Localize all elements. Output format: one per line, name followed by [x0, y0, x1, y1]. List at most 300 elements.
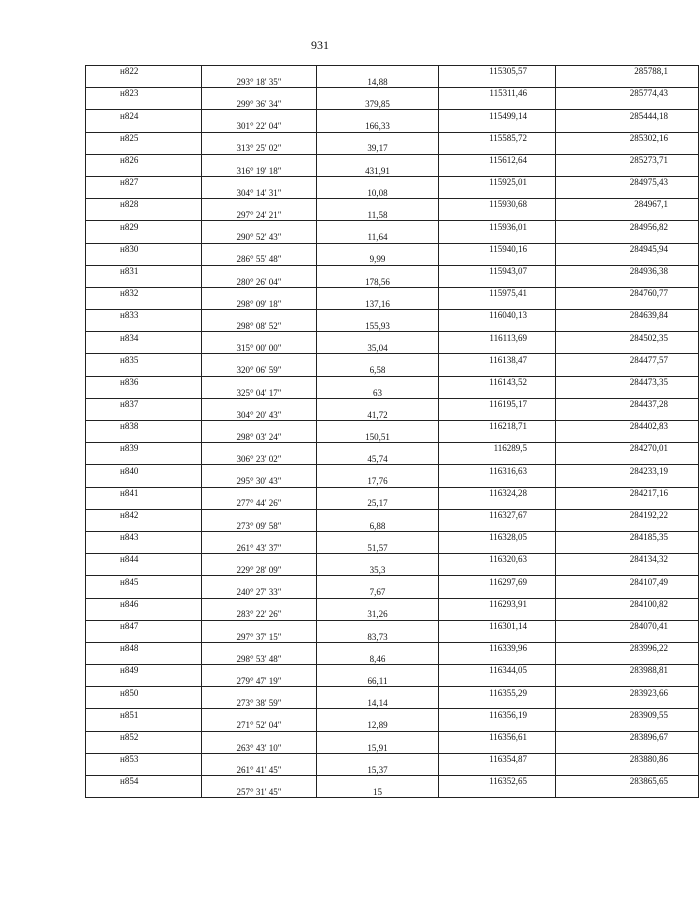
empty-name-cell: [86, 676, 202, 687]
empty-y-cell: [556, 387, 699, 398]
empty-distance-cell: [317, 753, 439, 764]
point-name-cell: н834: [86, 332, 202, 343]
distance-cell: 66,11: [317, 676, 439, 687]
empty-angle-cell: [202, 176, 317, 187]
empty-angle-cell: [202, 199, 317, 210]
y-coordinate-cell: 283896,67: [556, 731, 699, 742]
empty-x-cell: [439, 409, 556, 420]
distance-cell: 8,46: [317, 653, 439, 664]
distance-cell: 178,56: [317, 276, 439, 287]
y-coordinate-cell: 284473,35: [556, 376, 699, 387]
empty-y-cell: [556, 764, 699, 775]
empty-angle-cell: [202, 421, 317, 432]
segment-row: [86, 188, 699, 199]
empty-x-cell: [439, 343, 556, 354]
distance-cell: 31,26: [317, 609, 439, 620]
empty-angle-cell: [202, 531, 317, 542]
empty-angle-cell: [202, 88, 317, 99]
direction-angle-cell: 293° 18' 35": [202, 77, 317, 88]
distance-cell: 14,88: [317, 77, 439, 88]
empty-x-cell: [439, 165, 556, 176]
empty-name-cell: [86, 653, 202, 664]
empty-x-cell: [439, 210, 556, 221]
empty-name-cell: [86, 232, 202, 243]
empty-y-cell: [556, 787, 699, 798]
point-row: [86, 776, 699, 787]
point-name-cell: н837: [86, 398, 202, 409]
point-row: [86, 709, 699, 720]
x-coordinate-cell: 116356,19: [439, 709, 556, 720]
empty-y-cell: [556, 454, 699, 465]
empty-distance-cell: [317, 576, 439, 587]
distance-cell: 15,37: [317, 764, 439, 775]
empty-angle-cell: [202, 354, 317, 365]
empty-angle-cell: [202, 265, 317, 276]
point-name-cell: н825: [86, 132, 202, 143]
x-coordinate-cell: 116218,71: [439, 421, 556, 432]
y-coordinate-cell: 284192,22: [556, 509, 699, 520]
empty-distance-cell: [317, 465, 439, 476]
empty-distance-cell: [317, 443, 439, 454]
distance-cell: 379,85: [317, 99, 439, 110]
segment-row: [86, 587, 699, 598]
empty-name-cell: [86, 565, 202, 576]
distance-cell: 9,99: [317, 254, 439, 265]
empty-y-cell: [556, 121, 699, 132]
distance-cell: 10,08: [317, 188, 439, 199]
empty-distance-cell: [317, 310, 439, 321]
point-row: [86, 509, 699, 520]
segment-row: [86, 432, 699, 443]
y-coordinate-cell: 283865,65: [556, 776, 699, 787]
x-coordinate-cell: 115930,68: [439, 199, 556, 210]
direction-angle-cell: 271° 52' 04": [202, 720, 317, 731]
y-coordinate-cell: 285273,71: [556, 154, 699, 165]
empty-x-cell: [439, 609, 556, 620]
empty-angle-cell: [202, 110, 317, 121]
empty-y-cell: [556, 409, 699, 420]
distance-cell: 35,04: [317, 343, 439, 354]
y-coordinate-cell: 285788,1: [556, 66, 699, 77]
empty-distance-cell: [317, 243, 439, 254]
empty-name-cell: [86, 631, 202, 642]
point-name-cell: н823: [86, 88, 202, 99]
empty-x-cell: [439, 565, 556, 576]
distance-cell: 41,72: [317, 409, 439, 420]
x-coordinate-cell: 115612,64: [439, 154, 556, 165]
empty-y-cell: [556, 232, 699, 243]
empty-x-cell: [439, 653, 556, 664]
y-coordinate-cell: 284975,43: [556, 176, 699, 187]
empty-angle-cell: [202, 642, 317, 653]
empty-y-cell: [556, 188, 699, 199]
y-coordinate-cell: 283909,55: [556, 709, 699, 720]
segment-row: [86, 343, 699, 354]
x-coordinate-cell: 116040,13: [439, 310, 556, 321]
segment-row: [86, 387, 699, 398]
distance-cell: 45,74: [317, 454, 439, 465]
empty-x-cell: [439, 99, 556, 110]
empty-distance-cell: [317, 110, 439, 121]
point-row: [86, 443, 699, 454]
empty-angle-cell: [202, 66, 317, 77]
empty-x-cell: [439, 432, 556, 443]
point-row: [86, 243, 699, 254]
distance-cell: 83,73: [317, 631, 439, 642]
empty-distance-cell: [317, 731, 439, 742]
empty-distance-cell: [317, 287, 439, 298]
point-name-cell: н827: [86, 176, 202, 187]
distance-cell: 150,51: [317, 432, 439, 443]
empty-y-cell: [556, 343, 699, 354]
segment-row: [86, 365, 699, 376]
point-row: [86, 554, 699, 565]
empty-x-cell: [439, 232, 556, 243]
empty-name-cell: [86, 165, 202, 176]
point-row: [86, 665, 699, 676]
distance-cell: 15,91: [317, 742, 439, 753]
empty-name-cell: [86, 298, 202, 309]
point-name-cell: н832: [86, 287, 202, 298]
segment-row: [86, 276, 699, 287]
empty-name-cell: [86, 720, 202, 731]
empty-angle-cell: [202, 243, 317, 254]
empty-name-cell: [86, 188, 202, 199]
empty-x-cell: [439, 77, 556, 88]
segment-row: [86, 653, 699, 664]
segment-row: [86, 409, 699, 420]
segment-row: [86, 520, 699, 531]
empty-name-cell: [86, 609, 202, 620]
direction-angle-cell: 297° 37' 15": [202, 631, 317, 642]
segment-row: [86, 298, 699, 309]
empty-distance-cell: [317, 376, 439, 387]
segment-row: [86, 742, 699, 753]
y-coordinate-cell: 284437,28: [556, 398, 699, 409]
empty-distance-cell: [317, 66, 439, 77]
empty-distance-cell: [317, 487, 439, 498]
y-coordinate-cell: 284100,82: [556, 598, 699, 609]
empty-y-cell: [556, 254, 699, 265]
empty-distance-cell: [317, 665, 439, 676]
empty-x-cell: [439, 365, 556, 376]
empty-x-cell: [439, 188, 556, 199]
empty-distance-cell: [317, 398, 439, 409]
empty-angle-cell: [202, 731, 317, 742]
page-number: 931: [311, 38, 329, 52]
x-coordinate-cell: 116143,52: [439, 376, 556, 387]
empty-y-cell: [556, 99, 699, 110]
x-coordinate-cell: 115305,57: [439, 66, 556, 77]
empty-distance-cell: [317, 332, 439, 343]
segment-row: [86, 99, 699, 110]
empty-x-cell: [439, 631, 556, 642]
empty-distance-cell: [317, 221, 439, 232]
direction-angle-cell: 313° 25' 02": [202, 143, 317, 154]
point-row: [86, 154, 699, 165]
direction-angle-cell: 257° 31' 45": [202, 787, 317, 798]
y-coordinate-cell: 284760,77: [556, 287, 699, 298]
empty-distance-cell: [317, 642, 439, 653]
point-name-cell: н824: [86, 110, 202, 121]
empty-angle-cell: [202, 287, 317, 298]
direction-angle-cell: 290° 52' 43": [202, 232, 317, 243]
empty-x-cell: [439, 498, 556, 509]
point-row: [86, 376, 699, 387]
point-row: [86, 531, 699, 542]
segment-row: [86, 121, 699, 132]
empty-y-cell: [556, 609, 699, 620]
point-row: [86, 132, 699, 143]
point-row: [86, 642, 699, 653]
empty-x-cell: [439, 742, 556, 753]
point-row: [86, 620, 699, 631]
empty-y-cell: [556, 298, 699, 309]
distance-cell: 15: [317, 787, 439, 798]
empty-angle-cell: [202, 776, 317, 787]
empty-distance-cell: [317, 709, 439, 720]
direction-angle-cell: 306° 23' 02": [202, 454, 317, 465]
empty-name-cell: [86, 764, 202, 775]
segment-row: [86, 609, 699, 620]
empty-name-cell: [86, 254, 202, 265]
empty-angle-cell: [202, 398, 317, 409]
empty-distance-cell: [317, 199, 439, 210]
y-coordinate-cell: 283996,22: [556, 642, 699, 653]
point-row: [86, 487, 699, 498]
empty-angle-cell: [202, 687, 317, 698]
empty-name-cell: [86, 343, 202, 354]
empty-y-cell: [556, 742, 699, 753]
y-coordinate-cell: 284936,38: [556, 265, 699, 276]
empty-x-cell: [439, 321, 556, 332]
empty-angle-cell: [202, 576, 317, 587]
direction-angle-cell: 304° 14' 31": [202, 188, 317, 199]
y-coordinate-cell: 284477,57: [556, 354, 699, 365]
empty-y-cell: [556, 365, 699, 376]
empty-y-cell: [556, 476, 699, 487]
point-name-cell: н842: [86, 509, 202, 520]
point-name-cell: н839: [86, 443, 202, 454]
point-name-cell: н852: [86, 731, 202, 742]
direction-angle-cell: 261° 43' 37": [202, 543, 317, 554]
point-row: [86, 465, 699, 476]
x-coordinate-cell: 115975,41: [439, 287, 556, 298]
distance-cell: 166,33: [317, 121, 439, 132]
empty-distance-cell: [317, 132, 439, 143]
point-row: [86, 310, 699, 321]
segment-row: [86, 543, 699, 554]
segment-row: [86, 498, 699, 509]
direction-angle-cell: 263° 43' 10": [202, 742, 317, 753]
segment-row: [86, 787, 699, 798]
empty-name-cell: [86, 121, 202, 132]
x-coordinate-cell: 116339,96: [439, 642, 556, 653]
empty-angle-cell: [202, 487, 317, 498]
y-coordinate-cell: 284945,94: [556, 243, 699, 254]
empty-name-cell: [86, 787, 202, 798]
empty-y-cell: [556, 143, 699, 154]
point-row: [86, 687, 699, 698]
y-coordinate-cell: 284134,32: [556, 554, 699, 565]
empty-distance-cell: [317, 354, 439, 365]
empty-name-cell: [86, 476, 202, 487]
segment-row: [86, 676, 699, 687]
x-coordinate-cell: 115936,01: [439, 221, 556, 232]
empty-name-cell: [86, 454, 202, 465]
direction-angle-cell: 298° 53' 48": [202, 653, 317, 664]
empty-angle-cell: [202, 465, 317, 476]
empty-angle-cell: [202, 620, 317, 631]
empty-name-cell: [86, 365, 202, 376]
point-name-cell: н851: [86, 709, 202, 720]
y-coordinate-cell: 283923,66: [556, 687, 699, 698]
x-coordinate-cell: 116355,29: [439, 687, 556, 698]
empty-x-cell: [439, 587, 556, 598]
point-name-cell: н838: [86, 421, 202, 432]
empty-name-cell: [86, 587, 202, 598]
point-name-cell: н840: [86, 465, 202, 476]
y-coordinate-cell: 284639,84: [556, 310, 699, 321]
direction-angle-cell: 229° 28' 09": [202, 565, 317, 576]
direction-angle-cell: 304° 20' 43": [202, 409, 317, 420]
empty-angle-cell: [202, 709, 317, 720]
direction-angle-cell: 240° 27' 33": [202, 587, 317, 598]
distance-cell: 17,76: [317, 476, 439, 487]
segment-row: [86, 143, 699, 154]
y-coordinate-cell: 285302,16: [556, 132, 699, 143]
empty-distance-cell: [317, 598, 439, 609]
direction-angle-cell: 316° 19' 18": [202, 165, 317, 176]
empty-distance-cell: [317, 776, 439, 787]
empty-angle-cell: [202, 509, 317, 520]
point-name-cell: н835: [86, 354, 202, 365]
empty-x-cell: [439, 764, 556, 775]
empty-y-cell: [556, 165, 699, 176]
empty-name-cell: [86, 409, 202, 420]
direction-angle-cell: 273° 09' 58": [202, 520, 317, 531]
y-coordinate-cell: 284270,01: [556, 443, 699, 454]
empty-y-cell: [556, 77, 699, 88]
direction-angle-cell: 297° 24' 21": [202, 210, 317, 221]
y-coordinate-cell: 285774,43: [556, 88, 699, 99]
distance-cell: 7,67: [317, 587, 439, 598]
empty-name-cell: [86, 520, 202, 531]
direction-angle-cell: 298° 03' 24": [202, 432, 317, 443]
empty-x-cell: [439, 676, 556, 687]
direction-angle-cell: 280° 26' 04": [202, 276, 317, 287]
empty-x-cell: [439, 454, 556, 465]
x-coordinate-cell: 116324,28: [439, 487, 556, 498]
y-coordinate-cell: 284967,1: [556, 199, 699, 210]
distance-cell: 51,57: [317, 543, 439, 554]
distance-cell: 11,64: [317, 232, 439, 243]
x-coordinate-cell: 116195,17: [439, 398, 556, 409]
point-row: [86, 332, 699, 343]
empty-x-cell: [439, 787, 556, 798]
x-coordinate-cell: 115311,46: [439, 88, 556, 99]
point-name-cell: н846: [86, 598, 202, 609]
point-name-cell: н850: [86, 687, 202, 698]
empty-distance-cell: [317, 620, 439, 631]
y-coordinate-cell: 284402,83: [556, 421, 699, 432]
point-row: [86, 287, 699, 298]
distance-cell: 25,17: [317, 498, 439, 509]
segment-row: [86, 77, 699, 88]
empty-distance-cell: [317, 265, 439, 276]
x-coordinate-cell: 116356,61: [439, 731, 556, 742]
x-coordinate-cell: 115499,14: [439, 110, 556, 121]
point-name-cell: н822: [86, 66, 202, 77]
point-name-cell: н848: [86, 642, 202, 653]
coordinate-table: [85, 65, 699, 798]
empty-x-cell: [439, 387, 556, 398]
segment-row: [86, 764, 699, 775]
segment-row: [86, 254, 699, 265]
empty-angle-cell: [202, 132, 317, 143]
empty-y-cell: [556, 210, 699, 221]
point-name-cell: н826: [86, 154, 202, 165]
empty-distance-cell: [317, 509, 439, 520]
x-coordinate-cell: 116316,63: [439, 465, 556, 476]
point-name-cell: н833: [86, 310, 202, 321]
point-name-cell: н828: [86, 199, 202, 210]
point-name-cell: н849: [86, 665, 202, 676]
direction-angle-cell: 283° 22' 26": [202, 609, 317, 620]
empty-angle-cell: [202, 598, 317, 609]
empty-y-cell: [556, 653, 699, 664]
direction-angle-cell: 315° 00' 00": [202, 343, 317, 354]
empty-angle-cell: [202, 753, 317, 764]
empty-distance-cell: [317, 687, 439, 698]
empty-x-cell: [439, 720, 556, 731]
x-coordinate-cell: 115940,16: [439, 243, 556, 254]
y-coordinate-cell: 284107,49: [556, 576, 699, 587]
empty-name-cell: [86, 387, 202, 398]
segment-row: [86, 232, 699, 243]
segment-row: [86, 454, 699, 465]
y-coordinate-cell: 284956,82: [556, 221, 699, 232]
empty-name-cell: [86, 99, 202, 110]
empty-name-cell: [86, 742, 202, 753]
empty-y-cell: [556, 432, 699, 443]
direction-angle-cell: 279° 47' 19": [202, 676, 317, 687]
distance-cell: 63: [317, 387, 439, 398]
point-row: [86, 265, 699, 276]
point-name-cell: н830: [86, 243, 202, 254]
segment-row: [86, 165, 699, 176]
empty-name-cell: [86, 143, 202, 154]
empty-x-cell: [439, 254, 556, 265]
x-coordinate-cell: 116293,91: [439, 598, 556, 609]
direction-angle-cell: 277° 44' 26": [202, 498, 317, 509]
empty-x-cell: [439, 276, 556, 287]
point-row: [86, 199, 699, 210]
distance-cell: 6,88: [317, 520, 439, 531]
point-row: [86, 110, 699, 121]
empty-distance-cell: [317, 88, 439, 99]
empty-y-cell: [556, 565, 699, 576]
distance-cell: 155,93: [317, 321, 439, 332]
x-coordinate-cell: 116344,05: [439, 665, 556, 676]
y-coordinate-cell: 284502,35: [556, 332, 699, 343]
point-name-cell: н847: [86, 620, 202, 631]
empty-angle-cell: [202, 310, 317, 321]
empty-y-cell: [556, 520, 699, 531]
segment-row: [86, 476, 699, 487]
empty-name-cell: [86, 543, 202, 554]
point-name-cell: н854: [86, 776, 202, 787]
